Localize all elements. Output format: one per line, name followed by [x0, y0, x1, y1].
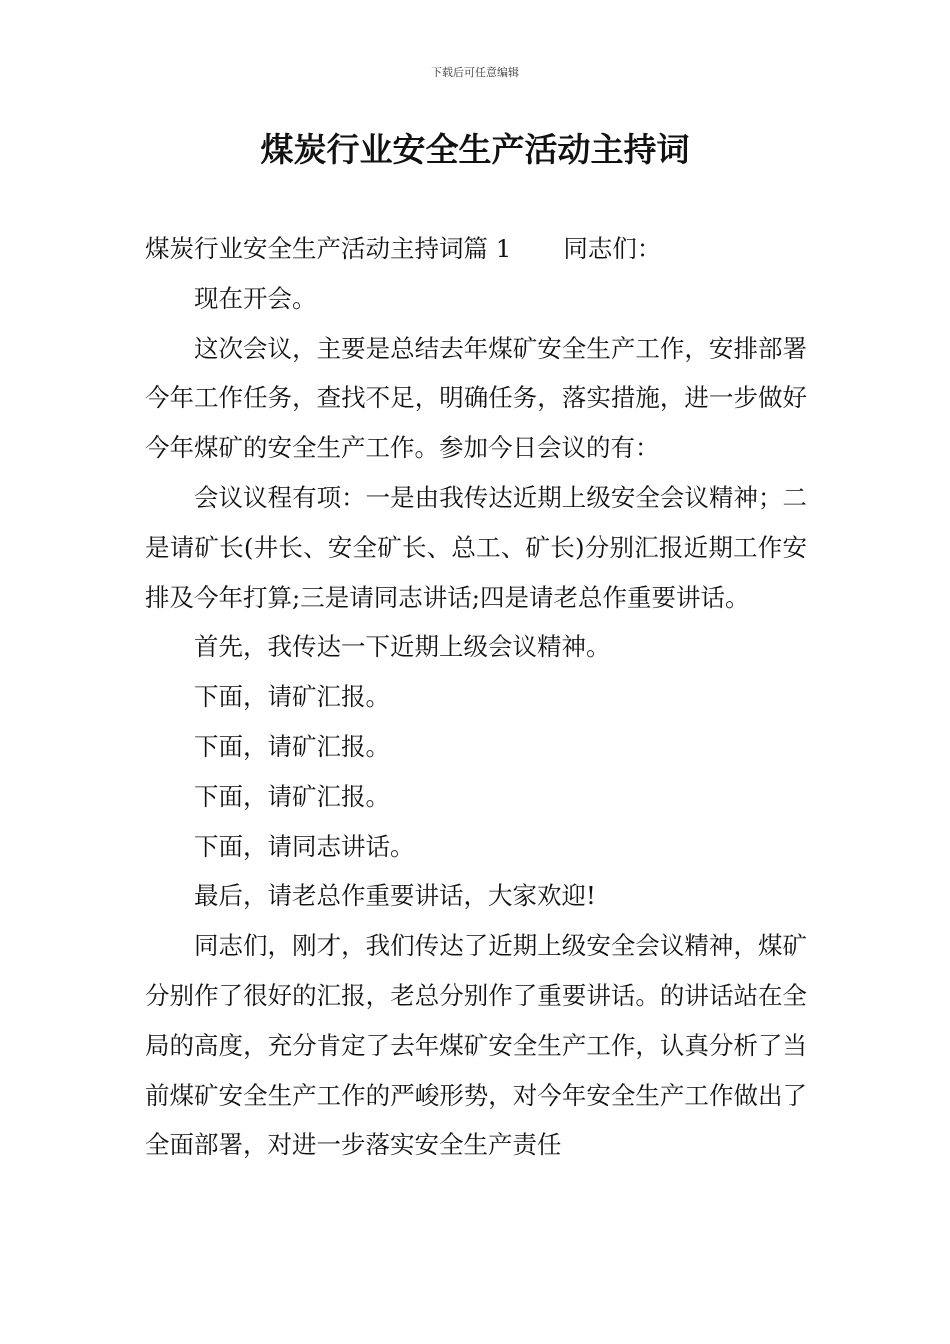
- salutation: 同志们：: [563, 234, 662, 263]
- paragraph: 最后，请老总作重要讲话，大家欢迎!: [194, 881, 596, 911]
- paragraph: 下面，请矿汇报。: [194, 682, 390, 712]
- document-body: [145, 224, 807, 1170]
- first-line: [145, 224, 807, 274]
- document-title: 煤炭行业安全生产活动主持词: [260, 130, 690, 169]
- paragraph: 这次会议，主要是总结去年煤矿安全生产工作，安排部署今年工作任务，查找不足，明确任务，落实措施，进一步做好今年煤矿的安全生产工作。参加今日会议的有：: [145, 333, 807, 463]
- paragraph: 会议议程有项：一是由我传达近期上级安全会议精神；二是请矿长(井长、安全矿长、总工、矿长)分别汇报近期工作安排及今年打算;三是请同志讲话;四是请老总作重要讲话。: [145, 482, 807, 612]
- paragraph: 首先，我传达一下近期上级会议精神。: [194, 632, 611, 662]
- paragraph: 下面，请同志讲话。: [194, 831, 415, 861]
- paragraph: 下面，请矿汇报。: [194, 731, 390, 761]
- header-note: 下载后可任意编辑: [431, 66, 519, 79]
- paragraph: 同志们，刚才，我们传达了近期上级安全会议精神，煤矿分别作了很好的汇报，老总分别作了重要讲话。的讲话站在全局的高度，充分肯定了去年煤矿安全生产工作，认真分析了当前煤矿安全生产工作的严峻形势，对今年安全生产工作做出了全面部署，对进一步落实安全生产责任: [145, 931, 807, 1160]
- section-heading: 煤炭行业安全生产活动主持词篇 1: [145, 234, 512, 263]
- paragraph: 下面，请矿汇报。: [194, 781, 390, 811]
- paragraph: 现在开会。: [194, 283, 317, 313]
